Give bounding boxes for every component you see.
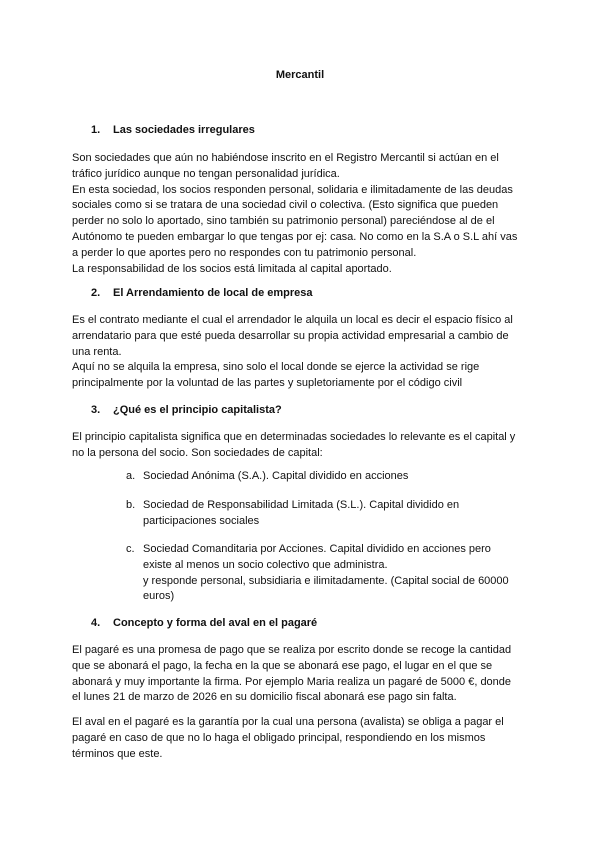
- text-line: abonará y muy importante la firma. Por ejemplo Maria realiza un pagaré de 5000 €, donde: [72, 675, 512, 688]
- text-line: principalmente por la voluntad de las partes y supletoriamente por el código civil: [72, 377, 463, 390]
- text-line: Sociedad Comanditaria por Acciones. Capital dividido en acciones pero: [143, 543, 491, 555]
- list-marker: c.: [126, 543, 135, 555]
- document-title: Mercantil: [275, 69, 325, 81]
- section-number: 4.: [91, 617, 101, 629]
- list-item-text: [143, 469, 523, 485]
- text-line: una renta.: [72, 345, 122, 358]
- list-marker: a.: [126, 470, 136, 482]
- section-heading-3: [91, 403, 282, 417]
- section-heading-1: [91, 123, 255, 137]
- text-line: tráfico jurídico aunque no tengan personalidad jurídica.: [72, 167, 340, 180]
- list-item-text: [143, 542, 523, 605]
- text-line: Aquí no se alquila la empresa, sino solo el local donde se ejerce la actividad se rige: [72, 361, 480, 374]
- text-line: El pagaré es una promesa de pago que se realiza por escrito donde se recoge la cantidad: [72, 644, 512, 656]
- text-line: el lunes 21 de marzo de 2026 en su domicilio fiscal abonará ese pago sin falta.: [72, 691, 457, 704]
- section-number: 1.: [91, 124, 101, 136]
- list-marker: b.: [126, 499, 136, 511]
- section-3-paragraph-1: [72, 430, 532, 462]
- text-line: términos que este.: [72, 747, 163, 760]
- section-heading-2: [91, 286, 313, 300]
- text-line: La responsabilidad de los socios está limitada al capital aportado.: [72, 262, 392, 275]
- text-line: Es el contrato mediante el cual el arrendador le alquila un local es decir el espacio físico al: [72, 314, 513, 326]
- section-title: Concepto y forma del aval en el pagaré: [113, 617, 318, 629]
- text-line: euros): [143, 590, 175, 603]
- list-item-text: [143, 498, 523, 530]
- section-4-paragraph-2: [72, 715, 532, 762]
- section-number: 3.: [91, 404, 101, 416]
- text-line: sociales como si se tratara de una sociedad civil o colectiva. (Esto significa que pueden: [72, 199, 499, 212]
- section-title: El Arrendamiento de local de empresa: [113, 287, 313, 299]
- section-2-paragraph-1: [72, 313, 532, 392]
- section-number: 2.: [91, 287, 101, 299]
- text-line: perder no solo lo aportado, sino también su patrimonio personal) pareciéndose al de el: [72, 215, 495, 228]
- section-title: ¿Qué es el principio capitalista?: [113, 404, 282, 416]
- text-line: Sociedad Anónima (S.A.). Capital dividido en acciones: [143, 470, 409, 482]
- section-heading-4: [91, 616, 317, 630]
- text-line: Son sociedades que aún no habiéndose inscrito en el Registro Mercantil si actúan en el: [72, 152, 499, 164]
- text-line: Sociedad de Responsabilidad Limitada (S.L.). Capital dividido en: [143, 499, 460, 511]
- section-1-paragraph-1: [72, 151, 532, 277]
- text-line: y responde personal, subsidiaria e ilimitadamente. (Capital social de 60000: [143, 574, 509, 587]
- text-line: pagaré en caso de que no lo haga el obligado principal, respondiendo en los mismos: [72, 731, 486, 744]
- text-line: existe al menos un socio colectivo que administra.: [143, 558, 388, 571]
- section-4-paragraph-1: [72, 643, 532, 706]
- text-line: El aval en el pagaré es la garantía por la cual una persona (avalista) se obliga a pagar el: [72, 716, 504, 728]
- text-line: no la persona del socio. Son sociedades de capital:: [72, 446, 323, 459]
- section-title: Las sociedades irregulares: [113, 124, 255, 136]
- text-line: En esta sociedad, los socios responden personal, solidaria e ilimitadamente de las deudas: [72, 183, 513, 196]
- text-line: Autónomo te pueden embargar lo que tengas por ej: casa. No como en la S.A o S.L ahí vas: [72, 230, 518, 243]
- text-line: participaciones sociales: [143, 514, 260, 527]
- text-line: arrendatario para que esté pueda desarrollar su propia actividad empresarial a cambio de: [72, 329, 509, 342]
- text-line: El principio capitalista significa que en determinadas sociedades lo relevante es el capital y: [72, 431, 516, 443]
- text-line: que se abonará el pago, la fecha en la que se abonará ese pago, el lugar en el que se: [72, 659, 493, 672]
- text-line: a perder lo que aportes pero no respondes con tu patrimonio personal.: [72, 246, 417, 259]
